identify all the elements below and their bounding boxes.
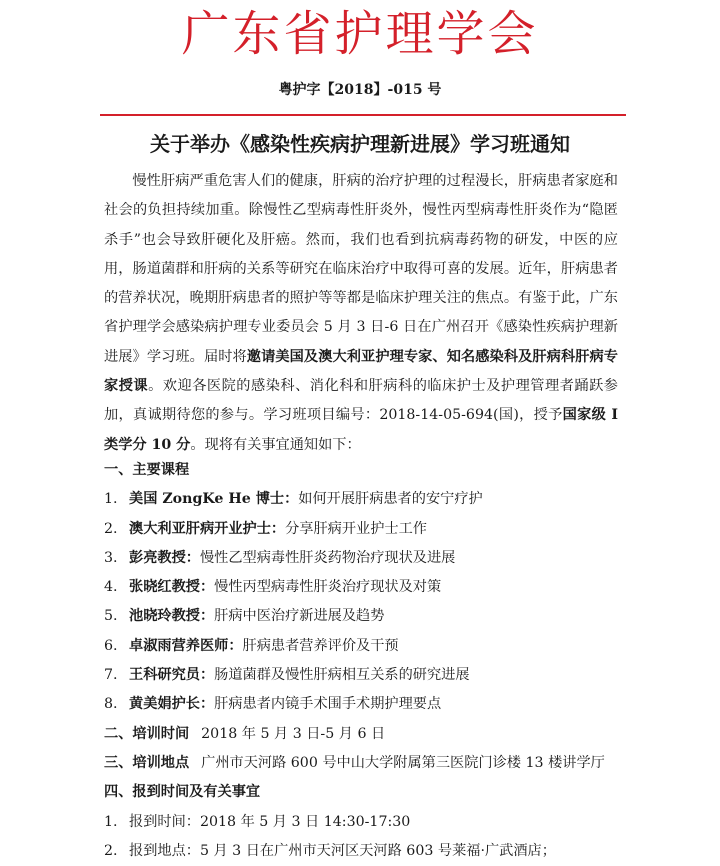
course-speaker: 张晓红教授： bbox=[129, 579, 215, 596]
course-topic: 肝病患者营养评价及干预 bbox=[242, 637, 399, 654]
course-item bbox=[104, 573, 624, 602]
header-divider bbox=[100, 114, 626, 116]
course-item bbox=[104, 632, 624, 661]
course-number: 5. bbox=[104, 608, 118, 625]
notice-body bbox=[104, 167, 618, 460]
registration-value: 5 月 3 日在广州市天河区天河路 603 号莱福·广武酒店； bbox=[199, 842, 556, 859]
course-number: 3. bbox=[104, 549, 118, 566]
course-item bbox=[104, 661, 624, 690]
course-topic: 肝病中医治疗新进展及趋势 bbox=[214, 608, 385, 625]
course-item bbox=[104, 515, 624, 544]
course-item bbox=[104, 485, 624, 514]
course-number: 7. bbox=[104, 667, 118, 684]
course-topic: 分享肝病开业护士工作 bbox=[285, 520, 427, 537]
section-1 bbox=[104, 456, 624, 866]
course-number: 2. bbox=[104, 520, 118, 537]
course-speaker: 王科研究员： bbox=[129, 667, 215, 684]
section-2-heading: 二、培训时间 bbox=[104, 725, 190, 742]
section-3 bbox=[104, 749, 624, 778]
course-speaker: 池晓玲教授： bbox=[129, 608, 215, 625]
registration-item bbox=[104, 837, 624, 866]
training-location: 广州市天河路 600 号中山大学附属第三医院门诊楼 13 楼讲学厅 bbox=[201, 754, 605, 771]
registration-label: 报到地点： bbox=[129, 842, 200, 859]
course-speaker: 卓淑雨营养医师： bbox=[129, 637, 243, 654]
course-item bbox=[104, 690, 624, 719]
registration-item bbox=[104, 808, 624, 837]
document-number: 粤护字【2018】-015 号 bbox=[278, 82, 442, 98]
course-topic: 如何开展肝病患者的安宁疗护 bbox=[298, 491, 483, 508]
course-item bbox=[104, 544, 624, 573]
section-3-heading: 三、培训地点 bbox=[104, 754, 190, 771]
course-speaker: 澳大利亚肝病开业护士： bbox=[129, 520, 286, 537]
course-topic: 肝病患者内镜手术围手术期护理要点 bbox=[214, 696, 442, 713]
registration-label: 报到时间： bbox=[129, 813, 200, 830]
intro-text: 慢性肝病严重危害人们的健康，肝病的治疗护理的过程漫长，肝病患者家庭和社会的负担持续加重。除慢性乙型病毒性肝炎外，慢性丙型病毒性肝炎作为“隐匿杀手”也会导致肝硬化及肝癌。然而，我们也看到抗病毒药物的研发，中医的应用，肠道菌群和肝病的关系等研究在临床治疗中取得可喜的发展。近年，肝病患者的营养状况，晚期肝病患者的照护等等都是临床护理关注的焦点。有鉴于此，广东省护理学会感染病护理专业委员会 5 月 3 日-6 日在广州召开《感染性疾病护理新进展》学习班。届时将 bbox=[104, 173, 618, 365]
intro-paragraph bbox=[104, 167, 618, 460]
notice-title: 关于举办《感染性疾病护理新进展》学习班通知 bbox=[150, 132, 570, 156]
course-item bbox=[104, 602, 624, 631]
registration-value: 2018 年 5 月 3 日 14:30-17:30 bbox=[199, 813, 411, 830]
course-number: 1. bbox=[104, 491, 118, 508]
course-number: 4. bbox=[104, 579, 118, 596]
registration-number: 2. bbox=[104, 842, 118, 859]
course-topic: 慢性丙型病毒性肝炎治疗现状及对策 bbox=[214, 579, 442, 596]
intro-text-3: 。现将有关事宜通知如下： bbox=[190, 436, 361, 453]
course-speaker: 美国 ZongKe He 博士： bbox=[129, 491, 299, 508]
intro-bold-speakers: 邀请美国及澳大利亚护理专家、知名感染科及肝病科肝病专家授课 bbox=[104, 348, 618, 395]
training-time: 2018 年 5 月 3 日-5 月 6 日 bbox=[201, 725, 386, 742]
intro-text-2: 。欢迎各医院的感染科、消化科和肝病科的临床护士及护理管理者踊跃参加，真诚期待您的参与。学习班项目编号：2018-14-05-694(国)，授予 bbox=[104, 378, 618, 424]
section-2 bbox=[104, 720, 624, 749]
registration-number: 1. bbox=[104, 813, 118, 830]
section-4-heading: 四、报到时间及有关事宜 bbox=[104, 784, 261, 801]
course-number: 8. bbox=[104, 696, 118, 713]
org-name: 广东省护理学会 bbox=[181, 6, 539, 62]
course-speaker: 彭亮教授： bbox=[129, 549, 200, 566]
course-topic: 肠道菌群及慢性肝病相互关系的研究进展 bbox=[214, 667, 470, 684]
course-speaker: 黄美娟护长： bbox=[129, 696, 215, 713]
course-topic: 慢性乙型病毒性肝炎药物治疗现状及进展 bbox=[199, 549, 456, 566]
course-number: 6. bbox=[104, 637, 118, 654]
section-1-heading: 一、主要课程 bbox=[104, 462, 190, 478]
intro-bold-credits: 国家级 I 类学分 10 分 bbox=[104, 407, 619, 453]
